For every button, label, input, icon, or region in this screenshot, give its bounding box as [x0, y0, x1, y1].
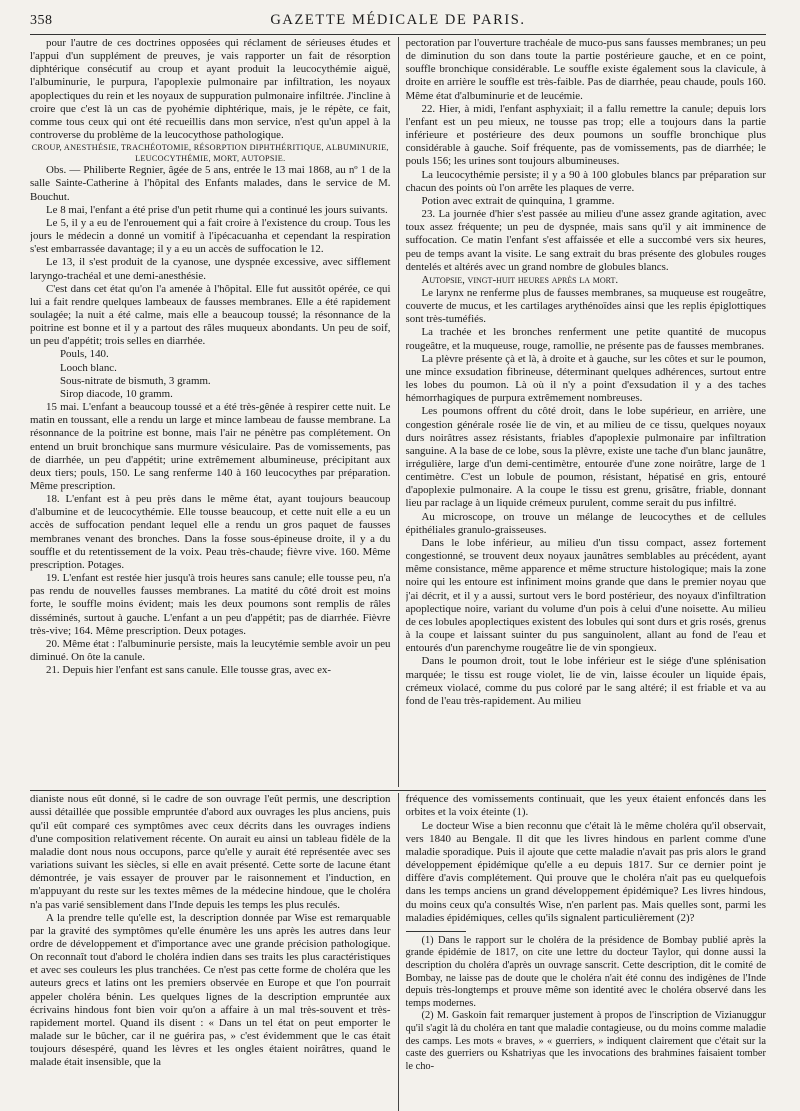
paragraph: 20. Même état : l'albuminurie persiste, mais la leucytémie semble avoir un peu diminué. On ôte la canule. [30, 637, 391, 664]
bottom-right-column [406, 793, 767, 1111]
lower-columns [30, 793, 766, 1111]
footnote: (1) Dans le rapport sur le choléra de la présidence de Bombay publié après la grande épidémie de 1817, on cite une lettre du docteur Taylor, qui donne aussi la description du choléra d'après un ouvrage sanscrit. Cette description, dit le comité de Bombay, ne laisse pas de doute que le choléra n'ait été connu des indigènes de l'Inde depuis très-longtemps et prouve même son identité avec le choléra observé dans les temps modernes. [405, 934, 766, 1009]
prescription-line: Pouls, 140. [60, 348, 109, 361]
page-header [30, 14, 766, 35]
bottom-left-column [30, 793, 391, 1111]
autopsy-heading: Autopsie, vingt-huit heures après la mort. [421, 273, 619, 286]
paragraph: Le docteur Wise a bien reconnu que c'était là le même choléra qu'il observait, vers 1840 au Bengale. Il dit que les livres hindous en parlent comme d'une maladie sporadique. Puis il ajoute que cette maladie n'avait pas pris alors le grand développement épidémique qu'elle a eu depuis 1817. Sur ce dernier point je diffère d'avis complétement. Qui prouve que le choléra n'ait pas eu quelquefois dans les temps anciens un grand développement épidémique? Les livres hindous, du moins ceux qu'a consultés Wise, n'en parlent pas. Mais quelles sont, parmi les maladies épidémiques, celles qu'ils signalent particulièrement (2)? [405, 819, 766, 924]
paragraph: 18. L'enfant est à peu près dans le même état, ayant toujours beaucoup d'albumine et de leucocythémie. Elle tousse beaucoup, et cette nuit elle a eu un accès de suffocation pendant lequel elle a rendu un gros paquet de fausses membranes venant des bronches. Dans la fosse sous-épineuse droite, il y a du souffle et du retentissement de la voix. Peau très-chaude; fièvre vive. 160. Même prescription. Potages. [30, 493, 391, 571]
footnotes [406, 931, 767, 1074]
paragraph: Le 8 mai, l'enfant a été prise d'un petit rhume qui a continué les jours suivants. [46, 203, 388, 216]
top-right-column [406, 37, 767, 787]
paragraph: Dans le lobe inférieur, au milieu d'un tissu compact, assez fortement congestionné, se trouvent deux noyaux jaunâtres semblables au précédent, ayant même consistance, même apparence et même structure histologique; mais la zone noire qui les entoure est infiniment moins grande que dans le premier noyau que j'ai décrit, et il y a aussi, surtout vers le bord postérieur, des noyaux d'infiltration apoplectique noire, variant du volume d'un pois à celui d'une noisette. Au milieu de ces lobules apoplectiques existent des lobules qui sont durs et gris rosés, grenus à la coupe et laissant suinter du pus sanguinolent, allant au fond de l'eau et entourés d'un parenchyme rougeâtre lie de vin spongieux. [405, 536, 766, 655]
paragraph: dianiste nous eût donné, si le cadre de son ouvrage l'eût permis, une description aussi détaillée que possible empruntée d'abord aux ouvrages les plus anciens, puis qu'il eût comparé ces symptômes avec ceux décrits dans les ouvrages indiens d'une composition relativement récente. On aurait eu ainsi un tableau fidèle de la maladie dont nous nous occupons, parce qu'elle y aurait été représentée avec ses variations suivant les siècles, si elle en avait présenté. Cette sorte de lacune étant démontrée, je vais essayer de prouver par le raisonnement et l'induction, en m'appuyant du reste sur les textes mêmes de la médecine hindoue, que le choléra n'a pas varié sensiblement dans l'Inde depuis les temps les plus reculés. [30, 793, 391, 911]
prescription-line: Sous-nitrate de bismuth, 3 gramm. [60, 374, 211, 387]
paragraph: fréquence des vomissements continuait, que les yeux étaient enfoncés dans les orbites et la voix éteinte (1). [405, 793, 766, 819]
column-rule [398, 793, 399, 1111]
paragraph: La trachée et les bronches renferment une petite quantité de mucopus rougeâtre, et la muqueuse, rouge, ramollie, ne présente pas de fausses membranes. [405, 326, 766, 352]
prescription-line: Looch blanc. [60, 361, 117, 374]
paragraph: pectoration par l'ouverture trachéale de muco-pus sans fausses membranes; un peu de diminution du son dans toute la partie postérieure gauche, et en ce point, souffle bronchique considérable. Le souffle existe également sous la clavicule, à droite en arrière le souffle est très-faible. Pas de diarrhée, peau chaude, pouls 160. Même état d'albuminurie et de leucémie. [405, 37, 766, 102]
paragraph: 23. La journée d'hier s'est passée au milieu d'une assez grande agitation, avec toux assez fréquente; un peu de dyspnée, mais sans qu'il y ait imminence de suffocation. Ce matin l'enfant s'est affaissée et elle a succombé vers six heures, peu de temps avant la visite. Le sang extrait du bras présente des globules rouges dentelés et altérés avec un grand nombre de globules blancs. [405, 208, 766, 273]
paragraph: 19. L'enfant est restée hier jusqu'à trois heures sans canule; elle tousse peu, n'a pas rendu de nouvelles fausses membranes. La matité du côté droit est moins forte, le souffle moins évident; mais les deux poumons sont remplis de râles disséminés, surtout à gauche. L'enfant a un peu d'appétit; pas de diarrhée. Fièvre très-vive; 164. Même prescription. Deux potages. [30, 572, 391, 637]
page-number: 358 [30, 13, 53, 28]
paragraph: Les poumons offrent du côté droit, dans le lobe supérieur, en arrière, une congestion générale rosée lie de vin, et au milieu de ce tissu, quelques noyaux durs noirâtres assez résistants, friables d'apoplexie pulmonaire par infiltration sanguine. A la base de ce lobe, sous la plèvre, existe une tache d'un blanc jaunâtre, irrégulière, large d'un demi-centimètre, entourée d'une zone noirâtre, large de 1 centimètre. C'est un lobule de poumon, résistant, hépatisé en gris, entouré d'apoplexie pulmonaire. A la coupe le tissu est grenu, grisâtre, friable, donnant lieu par raclage à un liquide crémeux purulent, comme serait du pus infiltré. [405, 405, 766, 510]
footnote: (2) M. Gaskoin fait remarquer justement à propos de l'inscription de Vizianuggur qu'il s'agit là du choléra en tant que maladie contagieuse, ou du moins comme maladie des camps. Les mots « braves, » « guerriers, » indiquent clairement que c'était sur la caste des guerriers ou Kshatriyas que les invocations des brahmines faisaient tomber le cho- [405, 1010, 766, 1072]
paragraph: A la prendre telle qu'elle est, la description donnée par Wise est remarquable par la gravité des symptômes qu'elle énumère les uns après les autres dans leur ordre de développement et d'importance avec une grande précision pathologique. On reconnaît tout d'abord le choléra indien dans ses traits les plus caractéristiques et avec ses couleurs les plus tranchées. Ce n'est pas cette forme de choléra que les auteurs grecs et latins ont les premiers observée en Europe et que l'on pourrait appeler choléra bénin. Les quelques lignes de la description empruntée aux écrivains hindous font bien voir qu'on a affaire à un mal très-souvent et très-rapidement mortel. Quand ils disent : « Dans un tel état on peut emporter le malade sur le bûcher, car il ne guérira pas, » c'est évidemment que le cas était toujours désespéré, quand les lèvres et les ongles étaient noirâtres, quand le malade était insensible, que la [30, 911, 391, 1069]
running-title: GAZETTE MÉDICALE DE PARIS. [270, 12, 526, 28]
paragraph: Potion avec extrait de quinquina, 1 gramme. [421, 194, 615, 207]
paragraph: 22. Hier, à midi, l'enfant asphyxiait; il a fallu remettre la canule; depuis lors l'enfant est un peu mieux, ne tousse pas trop; elle a toujours dans la partie inférieure et postérieure des deux poumons un souffle bronchique plus considérable à gauche. Soif fréquente, pas de vomissements, pas de diarrhée; le pouls 156; les urines sont toujours albumineuses. [405, 102, 766, 168]
footnote-rule [406, 931, 466, 932]
paragraph: Au microscope, on trouve un mélange de leucocythes et de cellules épithéliales granulo-graisseuses. [405, 510, 766, 536]
paragraph: pour l'autre de ces doctrines opposées qui réclament de sérieuses études et l'appui d'un supplément de preuves, je vais rapporter un fait de résorption diphtérique consécutif au croup et ayant produit la leucocythémie aiguë, l'albuminurie, le purpura, l'apoplexie pulmonaire par infiltration, les noyaux apoplectiques du rein et les noyaux de suppuration pulmonaire infiltrée. J'incline à croire que c'est là un cas de pyohémie diphtérique, mais, je le répète, ce fait, comme tous ceux qui ont été recueillis dans mon service, n'est qu'un appel à la controverse du problème de la leucocythose pathologique. [30, 37, 391, 142]
paragraph: Dans le poumon droit, tout le lobe inférieur est le siége d'une splénisation marquée; le tissu est rouge violet, lie de vin, laisse écouler un liquide épais, crémeux violacé, comme du pus coloré par le sang altéré; il est friable et va au fond de l'eau très-rapidement. Au milieu [405, 655, 766, 707]
column-rule [398, 37, 399, 787]
observation-intro: Obs. — Philiberte Regnier, âgée de 5 ans, entrée le 13 mai 1868, au nº 1 de la salle Sainte-Catherine à l'hôpital des Enfants malades, dans le service de M. Bouchut. [30, 164, 391, 203]
upper-columns [30, 37, 766, 787]
paragraph: La plèvre présente çà et là, à droite et à gauche, sur les côtes et sur le poumon, une mince exsudation fibrineuse, déterminant quelques adhérences, surtout entre les lobes du poumon. Là où il n'y a point d'exsudation il y a des taches hémorrhagiques de purpura extrêmement nombreuses. [405, 352, 766, 405]
paragraph: Le larynx ne renferme plus de fausses membranes, sa muqueuse est rougeâtre, couverte de mucus, et les cartilages arythénoïdes ainsi que les replis épiglottiques sont très-tuméfiés. [405, 286, 766, 326]
prescription-line: Sirop diacode, 10 gramm. [60, 387, 173, 400]
top-left-column [30, 37, 391, 787]
paragraph: Le 13, il s'est produit de la cyanose, une dyspnée excessive, avec sifflement laryngo-trachéal et une demi-anesthésie. [30, 256, 391, 282]
paragraph: 21. Depuis hier l'enfant est sans canule. Elle tousse gras, avec ex- [46, 664, 332, 677]
paragraph: La leucocythémie persiste; il y a 90 à 100 globules blancs par préparation sur chacun des points où l'on arrête les plaques de verre. [405, 168, 766, 194]
section-heading: CROUP, ANESTHÉSIE, TRACHÉOTOMIE, RÉSORPTION DIPHTHÉRITIQUE, ALBUMINURIE, LEUCOCYTHÉMIE, MORT, AUTOPSIE. [31, 143, 389, 164]
paragraph: Le 5, il y a eu de l'enrouement qui a fait croire à l'existence du croup. Tous les jours le médecin a donné un vomitif à l'ipécacuanha et cependant la respiration s'est embarrassée davantage; il y a eu un accès de suffocation le 12. [30, 216, 391, 256]
horizontal-rule [30, 790, 766, 791]
paragraph: C'est dans cet état qu'on l'a amenée à l'hôpital. Elle fut aussitôt opérée, ce qui lui a fait rendre quelques lambeaux de fausses membranes. Elle a été rapidement soulagée; la nuit a été calme, mais elle a beaucoup toussé; la résonnance de la poitrine est bonne et il y a partout des râles muqueux abondants. Un peu de soif, un peu d'appétit; trois selles en diarrhée. [30, 282, 391, 348]
paragraph: 15 mai. L'enfant a beaucoup toussé et a été très-gênée à respirer cette nuit. Le matin en toussant, elle a rendu un large et mince lambeau de fausse membrane. La résonnance de la poitrine est bonne, mais l'air ne pénètre pas complétement. On entend un bruit bronchique sans murmure vésiculaire. Pas de vomissements, pas de diarrhée, un peu d'appétit; urine extrêmement albumineuse, précipitant aux deux tiers; pouls, 150. Le sang renferme 140 à 160 leucocythes par préparation. Même prescription. [30, 401, 391, 492]
